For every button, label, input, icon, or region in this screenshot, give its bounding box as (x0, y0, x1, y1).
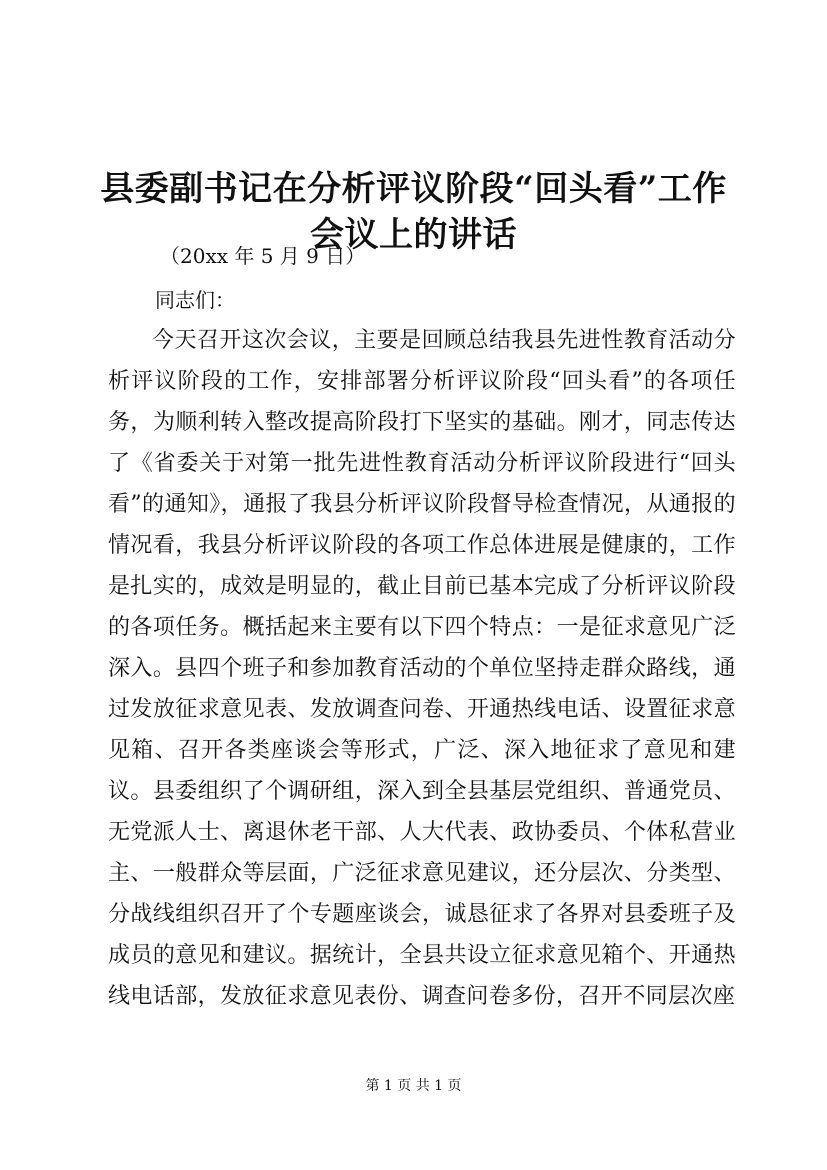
speech-date: （20xx 年 5 月 9 日） (160, 244, 366, 268)
body-paragraph: 今天召开这次会议，主要是回顾总结我县先进性教育活动分析评议阶段的工作，安排部署分析评议阶段“回头看”的各项任务，为顺利转入整改提高阶段打下坚实的基础。刚才，同志传达了《省委关于对第一批先进性教育活动分析评议阶段进行“回头看”的通知》，通报了我县分析评议阶段督导检查情况，从通报的情况看，我县分析评议阶段的各项工作总体进展是健康的，工作是扎实的，成效是明显的，截止目前已基本完成了分析评议阶段的各项任务。概括起来主要有以下四个特点：一是征求意见广泛深入。县四个班子和参加教育活动的个单位坚持走群众路线，通过发放征求意见表、发放调查问卷、开通热线电话、设置征求意见箱、召开各类座谈会等形式，广泛、深入地征求了意见和建议。县委组织了个调研组，深入到全县基层党组织、普通党员、无党派人士、离退休老干部、人大代表、政协委员、个体私营业主、一般群众等层面，广泛征求意见建议，还分层次、分类型、分战线组织召开了个专题座谈会，诚恳征求了各界对县委班子及成员的意见和建议。据统计，全县共设立征求意见箱个、开通热线电话部，发放征求意见表份、调查问卷多份，召开不同层次座 (108, 328, 736, 1009)
document-title: 县委副书记在分析评议阶段“回头看”工作会议上的讲话 (100, 168, 727, 255)
page-footer: 第 1 页 共 1 页 (365, 1078, 462, 1094)
greeting: 同志们： (155, 288, 235, 312)
